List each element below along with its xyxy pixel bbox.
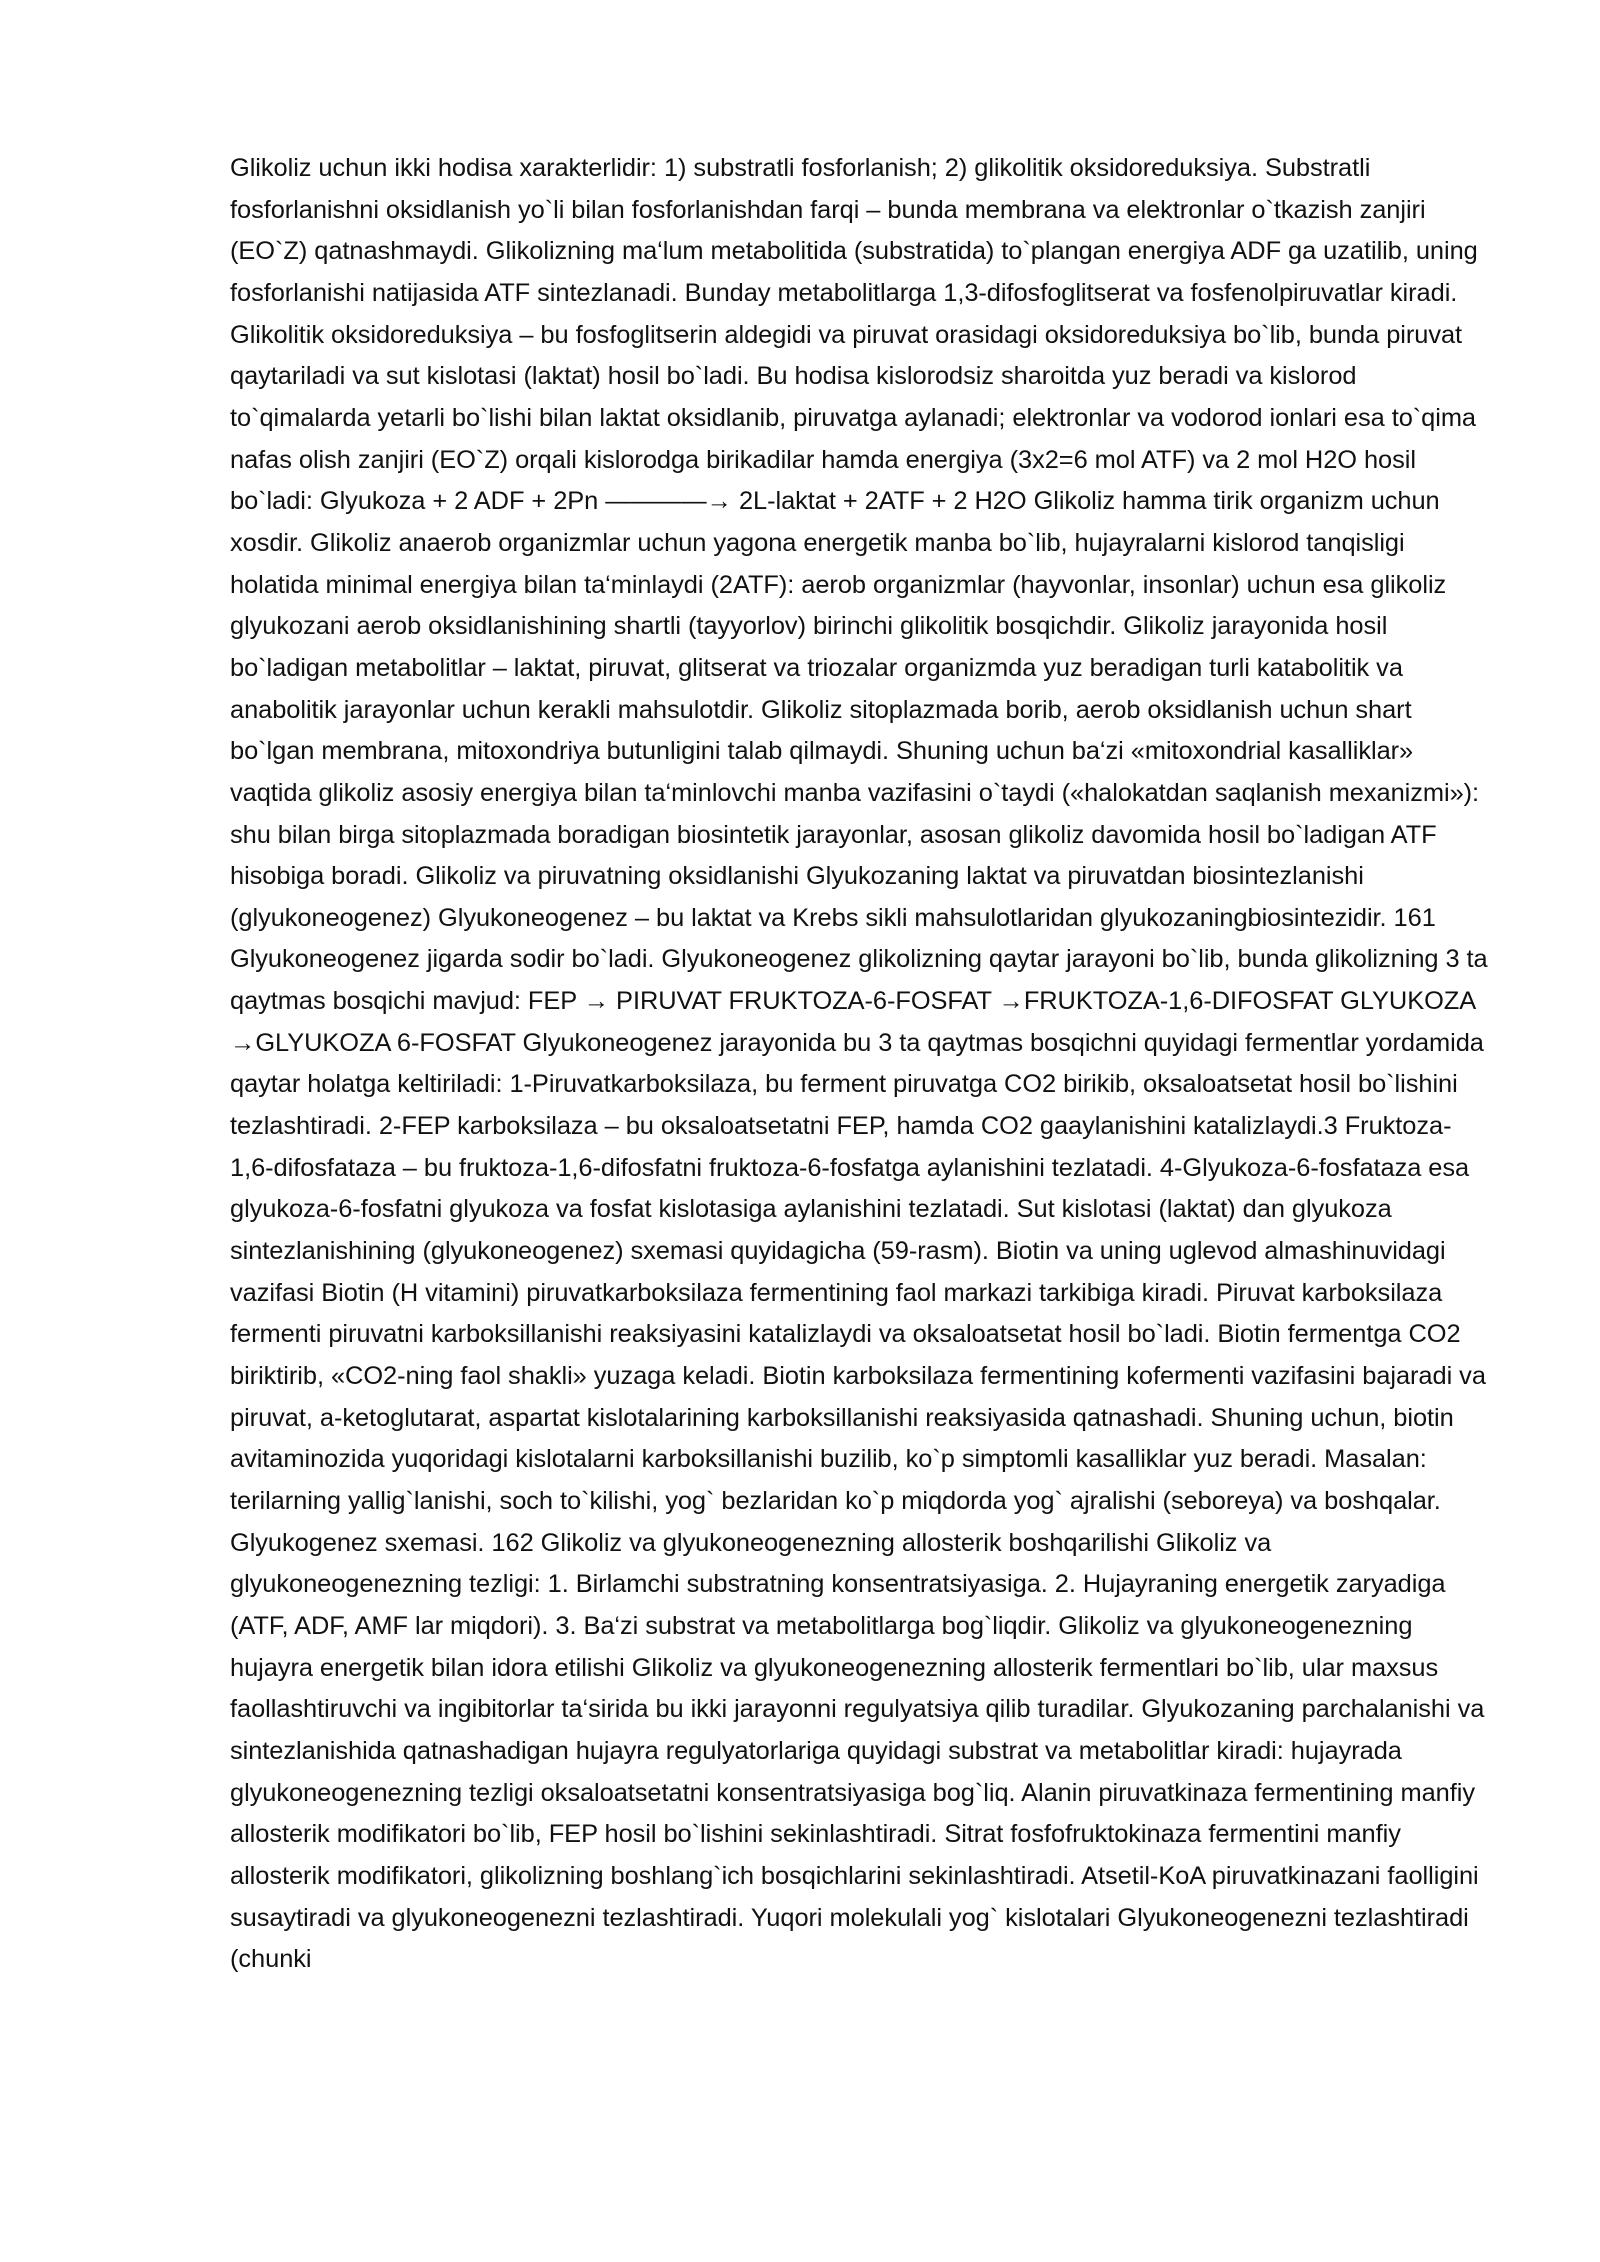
body-paragraph: Glikoliz uchun ikki hodisa xarakterlidir: 1) substratli fosforlanish; 2) glikolitik oksidoreduksiya. Substratli fosforlanishni oksidlanish yo`li bilan fosforlanishdan farqi – bunda membrana va elektronlar o`tkazish zanjiri (EO`Z) qatnashmaydi. Glikolizning ma‘lum metabolitida (substratida) to`plangan energiya ADF ga uzatilib, uning fosforlanishi natijasida ATF sintezlanadi. Bunday metabolitlarga 1,3-difosfoglitserat va fosfenolpiruvatlar kiradi. Glikolitik oksidoreduksiya – bu fosfoglitserin aldegidi va piruvat orasidagi oksidoreduksiya bo`lib, bunda piruvat qaytariladi va sut kislotasi (laktat) hosil bo`ladi. Bu hodisa kislorodsiz sharoitda yuz beradi va kislorod to`qimalarda yetarli bo`lishi bilan laktat oksidlanib, piruvatga aylanadi; elektronlar va vodorod ionlari esa to`qima nafas olish zanjiri (EO`Z) orqali kislorodga birikadilar hamda energiya (3x2=6 mol ATF) va 2 mol H2O hosil bo`ladi: Glyukoza + 2 ADF + 2Pn ————→ 2L-laktat + 2ATF + 2 H2O Glikoliz hamma tirik organizm uchun xosdir. Glikoliz anaerob organizmlar uchun yagona energetik manba bo`lib, hujayralarni kislorod tanqisligi holatida minimal energiya bilan ta‘minlaydi (2ATF): aerob organizmlar (hayvonlar, insonlar) uchun esa glikoliz glyukozani aerob oksidlanishining shartli (tayyorlov) birinchi glikolitik bosqichdir. Glikoliz jarayonida hosil bo`ladigan metabolitlar – laktat, piruvat, glitserat va triozalar organizmda yuz beradigan turli katabolitik va anabolitik jarayonlar uchun kerakli mahsulotdir. Glikoliz sitoplazmada borib, aerob oksidlanish uchun shart bo`lgan membrana, mitoxondriya butunligini talab qilmaydi. Shuning uchun ba‘zi «mitoxondrial kasalliklar» vaqtida glikoliz asosiy energiya bilan ta‘minlovchi manba vazifasini o`taydi («halokatdan saqlanish mexanizmi»): shu bilan birga sitoplazmada boradigan biosintetik jarayonlar, asosan glikoliz davomida hosil bo`ladigan ATF hisobiga boradi. Glikoliz va piruvatning oksidlanishi Glyukozaning laktat va piruvatdan biosintezlanishi (glyukoneogenez) Glyukoneogenez – bu laktat va Krebs sikli mahsulotlaridan glyukozaningbiosintezidir. 161 Glyukoneogenez jigarda sodir bo`ladi. Glyukoneogenez glikolizning qaytar jarayoni bo`lib, bunda glikolizning 3 ta qaytmas bosqichi mavjud: FEP → PIRUVAT FRUKTOZA-6-FOSFAT →FRUKTOZA-1,6-DIFOSFAT GLYUKOZA →GLYUKOZA 6-FOSFAT Glyukoneogenez jarayonida bu 3 ta qaytmas bosqichni quyidagi fermentlar yordamida qaytar holatga keltiriladi: 1-Piruvatkarboksilaza, bu ferment piruvatga CO2 birikib, oksaloatsetat hosil bo`lishini tezlashtiradi. 2-FEP karboksilaza – bu oksaloatsetatni FEP, hamda CO2 gaaylanishini katalizlaydi.3 Fruktoza-1,6-difosfataza – bu fruktoza-1,6-difosfatni fruktoza-6-fosfatga aylanishini tezlatadi. 4-Glyukoza-6-fosfataza esa glyukoza-6-fosfatni glyukoza va fosfat kislotasiga aylanishini tezlatadi. Sut kislotasi (laktat) dan glyukoza sintezlanishining (glyukoneogenez) sxemasi quyidagicha (59-rasm). Biotin va uning uglevod almashinuvidagi vazifasi Biotin (H vitamini) piruvatkarboksilaza fermentining faol markazi tarkibiga kiradi. Piruvat karboksilaza fermenti piruvatni karboksillanishi reaksiyasini katalizlaydi va oksaloatsetat hosil bo`ladi. Biotin fermentga CO2 biriktirib, «CO2-ning faol shakli» yuzaga keladi. Biotin karboksilaza fermentining kofermenti vazifasini bajaradi va piruvat, a-ketoglutarat, aspartat kislotalarining karboksillanishi reaksiyasida qatnashadi. Shuning uchun, biotin avitaminozida yuqoridagi kislotalarni karboksillanishi buzilib, ko`p simptomli kasalliklar yuz beradi. Masalan: terilarning yallig`lanishi, soch to`kilishi, yog` bezlaridan ko`p miqdorda yog` ajralishi (seboreya) va boshqalar. Glyukogenez sxemasi. 162 Glikoliz va glyukoneogenezning allosterik boshqarilishi Glikoliz va glyukoneogenezning tezligi: 1. Birlamchi substratning konsentratsiyasiga. 2. Hujayraning energetik zaryadiga (ATF, ADF, AMF lar miqdori). 3. Ba‘zi substrat va metabolitlarga bog`liqdir. Glikoliz va glyukoneogenezning hujayra energetik bilan idora etilishi Glikoliz va glyukoneogenezning allosterik fermentlari bo`lib, ular maxsus faollashtiruvchi va ingibitorlar ta‘sirida bu ikki jarayonni regulyatsiya qilib turadilar. Glyukozaning parchalanishi va sintezlanishida qatnashadigan hujayra regulyatorlariga quyidagi substrat va metabolitlar kiradi: hujayrada glyukoneogenezning tezligi oksaloatsetatni konsentratsiyasiga bog`liq. Alanin piruvatkinaza fermentining manfiy allosterik modifikatori bo`lib, FEP hosil bo`lishini sekinlashtiradi. Sitrat fosfofruktokinaza fermentini manfiy allosterik modifikatori, glikolizning boshlang`ich bosqichlarini sekinlashtiradi. Atsetil-KoA piruvatkinazani faolligini susaytiradi va glyukoneogenezni tezlashtiradi. Yuqori molekulali yog` kislotalari Glyukoneogenezni tezlashtiradi (chunki [230, 154, 1488, 1974]
